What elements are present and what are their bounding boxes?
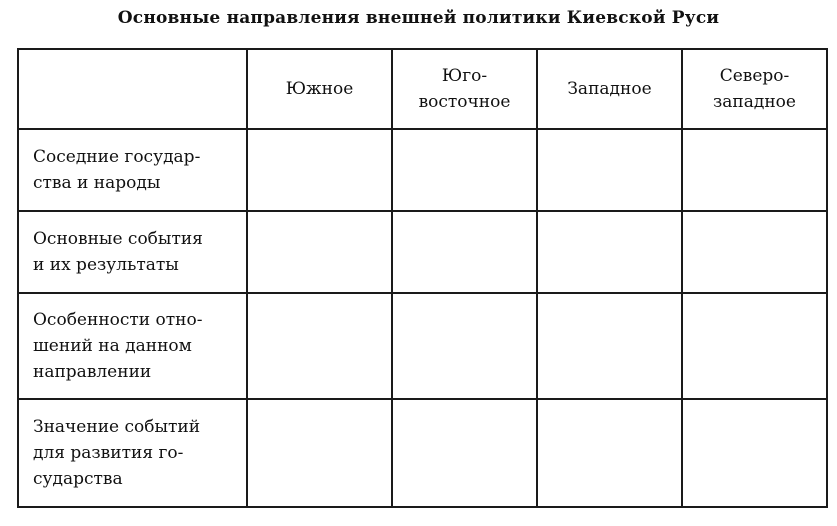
table-cell[interactable]	[247, 211, 392, 293]
table-cell[interactable]	[392, 129, 537, 211]
table-cell[interactable]	[682, 293, 827, 399]
column-header-west	[537, 49, 682, 129]
column-header-text: Юго- восточное	[418, 66, 511, 112]
row-header-text: Соседние государ- ства и народы	[33, 147, 201, 193]
table-cell[interactable]	[392, 293, 537, 399]
column-header-southeast	[392, 49, 537, 129]
row-header-events	[18, 211, 247, 293]
column-header-text: Западное	[567, 79, 652, 99]
column-header-northwest	[682, 49, 827, 129]
row-header-text: Особенности отно- шений на данном направлении	[33, 310, 203, 382]
table-cell[interactable]	[537, 129, 682, 211]
table-cell[interactable]	[682, 211, 827, 293]
table-row	[18, 129, 827, 211]
table-row	[18, 399, 827, 507]
table-cell[interactable]	[682, 129, 827, 211]
column-header-text: Южное	[285, 79, 354, 99]
column-header-text: Северо- западное	[713, 66, 796, 112]
table-cell[interactable]	[392, 399, 537, 507]
table-cell[interactable]	[392, 211, 537, 293]
table-cell[interactable]	[247, 293, 392, 399]
row-header-significance	[18, 399, 247, 507]
row-header-text: Значение событий для развития го- сударства	[33, 417, 201, 489]
table-cell[interactable]	[247, 129, 392, 211]
table-cell[interactable]	[247, 399, 392, 507]
table-cell[interactable]	[537, 399, 682, 507]
table-row	[18, 293, 827, 399]
row-header-neighbors	[18, 129, 247, 211]
corner-cell	[18, 49, 247, 129]
table-cell[interactable]	[682, 399, 827, 507]
page-title: Основные направления внешней политики Киевской Руси	[117, 8, 720, 28]
row-header-features	[18, 293, 247, 399]
table-cell[interactable]	[537, 211, 682, 293]
row-header-text: Основные события и их результаты	[33, 229, 203, 275]
directions-table	[17, 48, 828, 508]
table-cell[interactable]	[537, 293, 682, 399]
table-header-row	[18, 49, 827, 129]
column-header-south	[247, 49, 392, 129]
table-row	[18, 211, 827, 293]
